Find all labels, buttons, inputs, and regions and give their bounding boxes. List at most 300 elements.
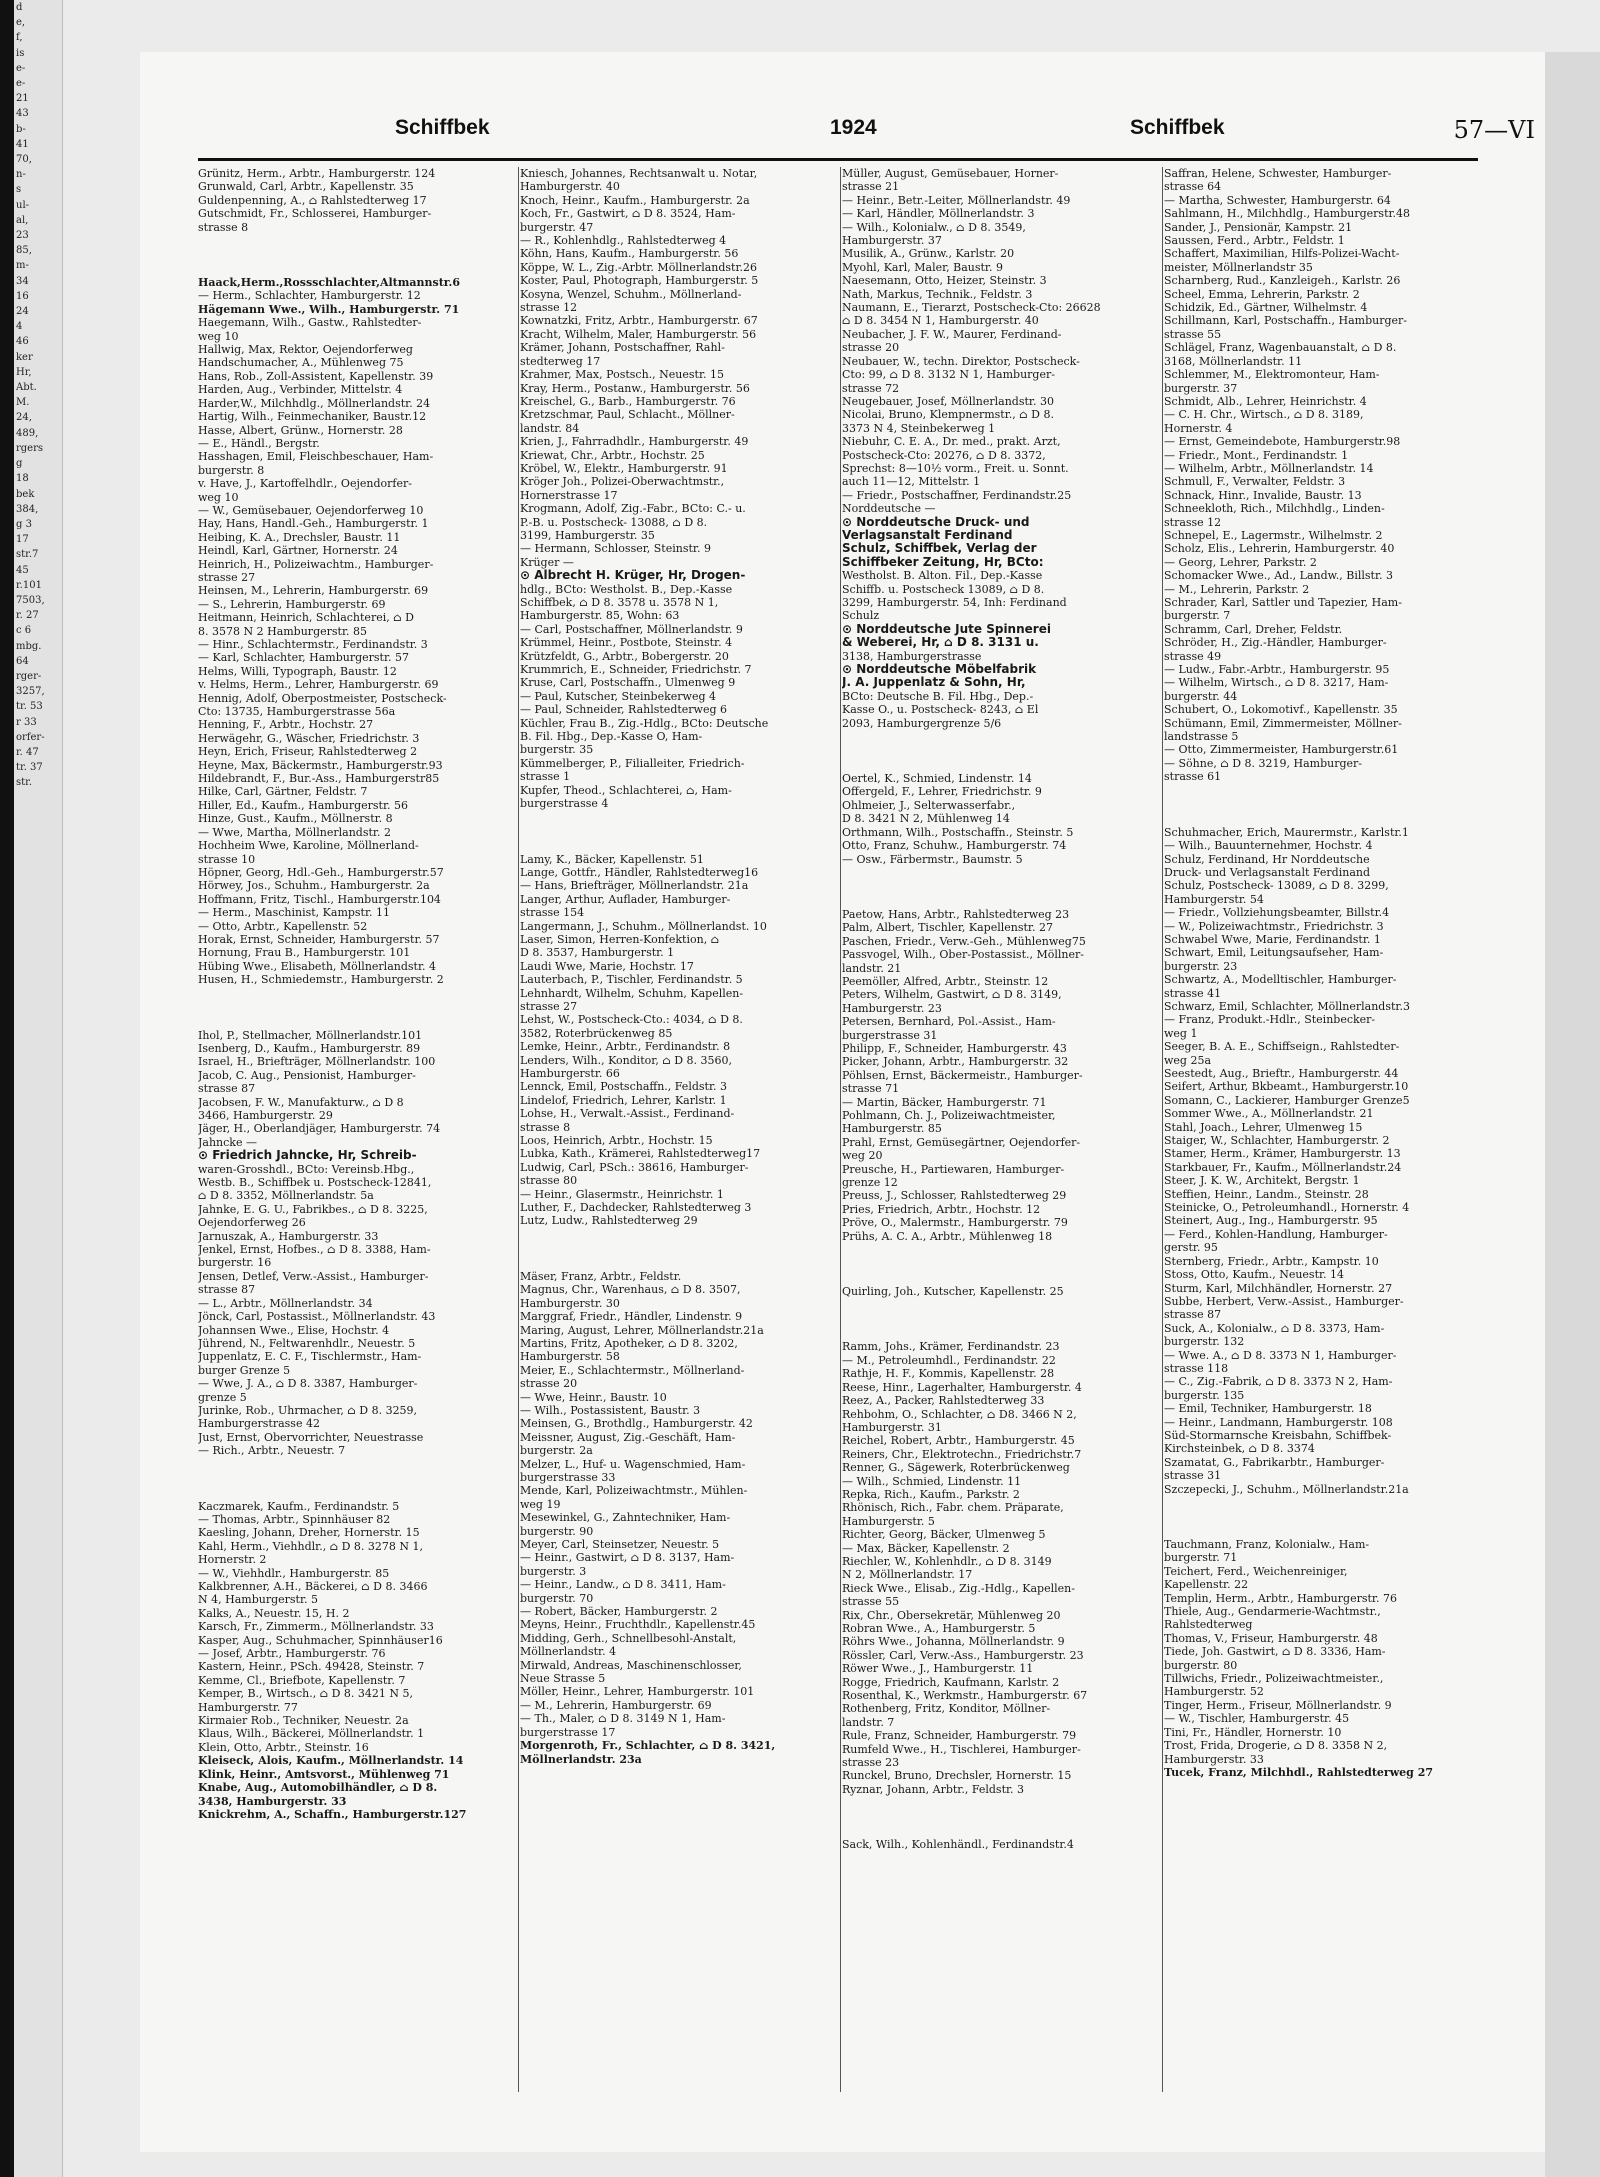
directory-entry: — Hans, Briefträger, Möllnerlandstr. 21a [520, 879, 749, 893]
directory-entry: Sander, J., Pensionär, Kampstr. 21 [1164, 220, 1353, 234]
directory-entry: Lange, Gottfr., Händler, Rahlstedterweg16 [520, 865, 759, 879]
previous-page-text: ul- [16, 199, 30, 211]
directory-entry: Horak, Ernst, Schneider, Hamburgerstr. 57 [198, 932, 440, 946]
directory-entry: Rosenthal, K., Werkmstr., Hamburgerstr. 67 [842, 1689, 1088, 1703]
letter-section-gap [198, 1003, 516, 1013]
directory-entry: Knickrehm, A., Schaffn., Hamburgerstr.127 [198, 1807, 467, 1821]
directory-entry: Seestedt, Aug., Brieftr., Hamburgerstr. 44 [1164, 1067, 1399, 1080]
directory-entry: landstrasse 5 [1164, 730, 1239, 744]
directory-entry: Nicolai, Bruno, Klempnermstr., ⌂ D 8. [842, 408, 1054, 422]
directory-entry: Heinsen, M., Lehrerin, Hamburgerstr. 69 [198, 584, 429, 598]
directory-entry: — M., Lehrerin, Parkstr. 2 [1164, 582, 1310, 596]
directory-entry: burgerstr. 35 [520, 743, 594, 757]
directory-entry: — W., Polizeiwachtmstr., Friedrichstr. 3 [1164, 919, 1384, 933]
directory-entry: — Heinr., Glasermstr., Heinrichstr. 1 [520, 1187, 724, 1201]
directory-entry: Templin, Herm., Arbtr., Hamburgerstr. 76 [1164, 1591, 1397, 1605]
directory-entry: Lohse, H., Verwalt.-Assist., Ferdinand- [520, 1107, 735, 1121]
directory-entry: Krüger — [520, 555, 574, 569]
directory-entry: — Paul, Kutscher, Steinbekerweg 4 [520, 689, 716, 703]
directory-entry: Koster, Paul, Photograph, Hamburgerstr. 5 [520, 274, 759, 288]
directory-entry: — Friedr., Vollziehungsbeamter, Billstr.4 [1164, 906, 1390, 920]
directory-entry: 2093, Hamburgergrenze 5/6 [842, 716, 1002, 730]
directory-entry: Sprechst: 8—10½ vorm., Freit. u. Sonnt. [842, 461, 1069, 475]
previous-page-text: 23 [16, 230, 29, 242]
previous-page-text: 18 [16, 473, 29, 485]
directory-entry: Ryznar, Johann, Arbtr., Feldstr. 3 [842, 1782, 1025, 1796]
directory-entry: Husen, H., Schmiedemstr., Hamburgerstr. 2 [198, 973, 444, 987]
directory-entry: Schnack, Hinr., Invalide, Baustr. 13 [1164, 488, 1362, 502]
directory-entry: Johannsen Wwe., Elise, Hochstr. 4 [198, 1323, 390, 1337]
directory-entry: Scheel, Emma, Lehrerin, Parkstr. 2 [1164, 287, 1360, 301]
directory-entry: Tucek, Franz, Milchhdl., Rahlstedterweg 27 [1164, 1765, 1434, 1779]
directory-entry: Jahncke — [198, 1135, 257, 1149]
directory-entry: strasse 64 [1164, 180, 1222, 194]
previous-page-text: 45 [16, 564, 29, 576]
directory-entry: strasse 12 [520, 301, 578, 315]
previous-page-text: str.7 [16, 549, 39, 561]
directory-entry: Schubert, O., Lokomotivf., Kapellenstr. 35 [1164, 703, 1398, 717]
directory-entry: Schröder, H., Zig.-Händler, Hamburger- [1164, 636, 1387, 650]
directory-entry: Steer, J. K. W., Architekt, Bergstr. 1 [1164, 1174, 1360, 1188]
directory-entry: Krützfeldt, G., Arbtr., Bobergerstr. 20 [520, 649, 729, 663]
directory-entry: Rieck Wwe., Elisab., Zig.-Hdlg., Kapellen- [842, 1581, 1075, 1595]
directory-entry: Langer, Arthur, Auflader, Hamburger- [520, 892, 731, 906]
previous-page-text: tr. 37 [16, 762, 43, 774]
previous-page-text: orfer- [16, 731, 45, 743]
directory-entry: — Carl, Postschaffner, Möllnerlandstr. 9 [520, 622, 743, 636]
directory-entry: Prahl, Ernst, Gemüsegärtner, Oejendorfer- [842, 1135, 1081, 1149]
directory-entry: — C. H. Chr., Wirtsch., ⌂ D 8. 3189, [1164, 408, 1364, 422]
directory-entry: Stahl, Joach., Lehrer, Ulmenweg 15 [1164, 1120, 1363, 1134]
directory-entry: — Heinr., Landw., ⌂ D 8. 3411, Ham- [520, 1578, 726, 1592]
directory-entry: Szamatat, G., Fabrikarbtr., Hamburger- [1164, 1455, 1385, 1469]
directory-entry: Ihol, P., Stellmacher, Möllnerlandstr.101 [198, 1028, 423, 1042]
directory-entry: 3373 N 4, Steinbekerweg 1 [842, 421, 996, 435]
directory-column-4 [1164, 167, 1482, 2092]
directory-page [140, 52, 1545, 2152]
directory-entry: Hamburgerstrasse 42 [198, 1417, 320, 1431]
directory-entry: Harder,W., Milchhdlg., Möllnerlandstr. 24 [198, 396, 431, 410]
directory-entry: Passvogel, Wilh., Ober-Postassist., Möllner- [842, 948, 1084, 962]
directory-entry: Meinsen, G., Brothdlg., Hamburgerstr. 42 [520, 1417, 753, 1431]
directory-entry: Oertel, K., Schmied, Lindenstr. 14 [842, 772, 1032, 786]
directory-entry: — L., Arbtr., Möllnerlandstr. 34 [198, 1296, 373, 1310]
directory-entry: — Martha, Schwester, Hamburgerstr. 64 [1164, 193, 1391, 207]
directory-entry: burgerstrasse 31 [842, 1028, 938, 1042]
directory-entry: Schümann, Emil, Zimmermeister, Möllner- [1164, 716, 1402, 730]
directory-entry: — Wwe. A., ⌂ D 8. 3373 N 1, Hamburger- [1164, 1348, 1397, 1362]
directory-entry: — C., Zig.-Fabrik, ⌂ D 8. 3373 N 2, Ham- [1164, 1375, 1393, 1389]
previous-page-text: g [16, 458, 23, 470]
directory-entry: burgerstr. 70 [520, 1591, 594, 1605]
directory-entry: hdlg., BCto: Westholst. B., Dep.-Kasse [520, 582, 733, 596]
directory-entry: Hornerstrasse 17 [520, 488, 618, 502]
directory-entry: burgerstr. 80 [1164, 1658, 1238, 1672]
firm-entry: J. A. Juppenlatz & Sohn, Hr, [842, 675, 1026, 690]
directory-entry: Picker, Johann, Arbtr., Hamburgerstr. 32 [842, 1055, 1069, 1069]
directory-entry: Paetow, Hans, Arbtr., Rahlstedterweg 23 [842, 907, 1070, 921]
directory-entry: Kastern, Heinr., PSch. 49428, Steinstr. 7 [198, 1660, 425, 1674]
directory-entry: Riechler, W., Kohlenhdlr., ⌂ D 8. 3149 [842, 1554, 1052, 1568]
directory-entry: burgerstr. 3 [520, 1564, 587, 1578]
directory-entry: Mirwald, Andreas, Maschinenschlosser, [520, 1658, 742, 1672]
directory-entry: Preusche, H., Partiewaren, Hamburger- [842, 1162, 1065, 1176]
previous-page-text: n- [16, 169, 26, 181]
directory-entry: Sternberg, Friedr., Arbtr., Kampstr. 10 [1164, 1254, 1379, 1268]
directory-entry: strasse 31 [1164, 1469, 1222, 1483]
directory-entry: Schnepel, E., Lagermstr., Wilhelmstr. 2 [1164, 528, 1383, 542]
directory-entry: Kalkbrenner, A.H., Bäckerei, ⌂ D 8. 3466 [198, 1580, 428, 1593]
directory-entry: weg 20 [842, 1149, 883, 1163]
directory-column-1 [198, 167, 516, 2092]
directory-entry: — Karl, Schlachter, Hamburgerstr. 57 [198, 651, 409, 665]
directory-entry: Hamburgerstr. 33 [1164, 1752, 1264, 1766]
firm-entry: ⊙ Friedrich Jahncke, Hr, Schreib- [198, 1148, 417, 1163]
directory-entry: Reese, Hinr., Lagerhalter, Hamburgerstr. 4 [842, 1380, 1082, 1394]
directory-entry: Reez, A., Packer, Rahlstedterweg 33 [842, 1394, 1045, 1408]
previous-page-text: 70, [16, 154, 32, 166]
directory-entry: — E., Händl., Bergstr. [198, 436, 320, 450]
directory-entry: Rogge, Friedrich, Kaufmann, Karlstr. 2 [842, 1675, 1060, 1689]
directory-entry: — Wwe, Heinr., Baustr. 10 [520, 1390, 667, 1404]
directory-entry: strasse 41 [1164, 986, 1222, 1000]
directory-entry: Schomacker Wwe., Ad., Landw., Billstr. 3 [1164, 569, 1394, 583]
directory-entry: strasse 80 [520, 1174, 578, 1188]
directory-entry: Schwartz, A., Modelltischler, Hamburger- [1164, 973, 1397, 987]
directory-entry: strasse 55 [1164, 327, 1222, 341]
directory-entry: weg 10 [198, 490, 239, 504]
directory-entry: Küchler, Frau B., Zig.-Hdlg., BCto: Deutsche [520, 716, 769, 730]
directory-entry: — Paul, Schneider, Rahlstedterweg 6 [520, 703, 728, 717]
directory-entry: Müller, August, Gemüsebauer, Horner- [842, 167, 1059, 180]
directory-entry: Paschen, Friedr., Verw.-Geh., Mühlenweg75 [842, 934, 1086, 948]
directory-entry: Jurinke, Rob., Uhrmacher, ⌂ D 8. 3259, [198, 1403, 418, 1417]
directory-entry: — Friedr., Mont., Ferdinandstr. 1 [1164, 448, 1349, 462]
directory-entry: Schlemmer, M., Elektromonteur, Ham- [1164, 368, 1380, 382]
previous-page-text: rgers [16, 442, 44, 454]
directory-entry: Hamburgerstr. 58 [520, 1350, 620, 1364]
directory-entry: landstr. 84 [520, 421, 580, 435]
directory-entry: — Osw., Färbermstr., Baumstr. 5 [842, 852, 1023, 866]
directory-entry: Schmull, F., Verwalter, Feldstr. 3 [1164, 475, 1346, 489]
directory-entry: Haegemann, Wilh., Gastw., Rahlstedter- [198, 316, 422, 330]
directory-entry: Rix, Chr., Obersekretär, Mühlenweg 20 [842, 1608, 1061, 1622]
directory-entry: burgerstr. 16 [198, 1256, 272, 1270]
directory-column-3 [842, 167, 1160, 2092]
directory-entry: burgerstr. 8 [198, 463, 265, 477]
directory-entry: weg 19 [520, 1497, 561, 1511]
directory-entry: Lehst, W., Postscheck-Cto.: 4034, ⌂ D 8. [520, 1013, 743, 1027]
directory-entry: weg 25a [1164, 1053, 1212, 1067]
directory-entry: Jensen, Detlef, Verw.-Assist., Hamburger- [198, 1269, 429, 1283]
previous-page-text: e, [16, 17, 26, 29]
directory-entry: Lemke, Heinr., Arbtr., Ferdinandstr. 8 [520, 1040, 731, 1054]
directory-entry: Rahlstedterweg [1164, 1618, 1253, 1632]
directory-entry: Starkbauer, Fr., Kaufm., Möllnerlandstr.24 [1164, 1160, 1402, 1174]
previous-page-text: 34 [16, 275, 29, 287]
directory-entry: Hamburgerstr. 85 [842, 1122, 942, 1136]
directory-entry: Rathje, H. F., Kommis, Kapellenstr. 28 [842, 1367, 1055, 1381]
directory-entry: Kosyna, Wenzel, Schuhm., Möllnerland- [520, 287, 742, 301]
directory-entry: Krämer, Johann, Postschaffner, Rahl- [520, 341, 725, 355]
directory-entry: Tinger, Herm., Friseur, Möllnerlandstr. 9 [1164, 1698, 1392, 1712]
directory-entry: Tauchmann, Franz, Kolonialw., Ham- [1164, 1538, 1370, 1551]
directory-entry: Kretzschmar, Paul, Schlacht., Möllner- [520, 408, 735, 422]
directory-entry: Repka, Rich., Kaufm., Parkstr. 2 [842, 1487, 1020, 1501]
directory-entry: Stoss, Otto, Kaufm., Neuestr. 14 [1164, 1268, 1345, 1282]
directory-entry: Heinrich, H., Polizeiwachtm., Hamburger- [198, 557, 434, 571]
directory-entry: Kröger Joh., Polizei-Oberwachtmstr., [520, 475, 725, 489]
previous-page-text: r.101 [16, 579, 42, 591]
directory-entry: Petersen, Bernhard, Pol.-Assist., Ham- [842, 1015, 1056, 1029]
directory-entry: strasse 87 [198, 1082, 256, 1096]
firm-entry: & Weberei, Hr, ⌂ D 8. 3131 u. [842, 635, 1039, 650]
directory-entry: strasse 61 [1164, 770, 1222, 784]
directory-entry: 3466, Hamburgerstr. 29 [198, 1109, 333, 1122]
directory-entry: Herwägehr, G., Wäscher, Friedrichstr. 3 [198, 731, 420, 745]
directory-entry: waren-Grosshdl., BCto: Vereinsb.Hbg., [198, 1162, 415, 1176]
directory-entry: Röhrs Wwe., Johanna, Möllnerlandstr. 9 [842, 1635, 1065, 1649]
directory-entry: Hartig, Wilh., Feinmechaniker, Baustr.12 [198, 410, 427, 424]
directory-entry: Laudi Wwe, Marie, Hochstr. 17 [520, 959, 694, 973]
header-rule [198, 158, 1478, 161]
directory-entry: Kreischel, G., Barb., Hamburgerstr. 76 [520, 394, 736, 408]
directory-entry: Peemöller, Alfred, Arbtr., Steinstr. 12 [842, 974, 1049, 988]
directory-entry: Hübing Wwe., Elisabeth, Möllnerlandstr. 4 [198, 959, 436, 973]
directory-entry: Kruse, Carl, Postschaffn., Ulmenweg 9 [520, 676, 736, 690]
directory-entry: Neugebauer, Josef, Möllnerlandstr. 30 [842, 394, 1054, 408]
directory-entry: Jarnuszak, A., Hamburgerstr. 33 [198, 1229, 379, 1243]
directory-entry: Suck, A., Kolonialw., ⌂ D 8. 3373, Ham- [1164, 1321, 1385, 1335]
directory-columns [198, 167, 1480, 2092]
directory-entry: — Emil, Techniker, Hamburgerstr. 18 [1164, 1402, 1372, 1416]
directory-entry: strasse 87 [198, 1283, 256, 1297]
directory-entry: Henning, F., Arbtr., Hochstr. 27 [198, 718, 374, 732]
previous-page-text: rger- [16, 670, 42, 682]
directory-entry: 3582, Roterbrückenweg 85 [520, 1026, 673, 1040]
directory-entry: burgerstrasse 33 [520, 1470, 616, 1484]
directory-entry: Lehnhardt, Wilhelm, Schuhm, Kapellen- [520, 986, 744, 1000]
directory-entry: Schidzik, Ed., Gärtner, Wilhelmstr. 4 [1164, 301, 1368, 315]
directory-entry: Hinze, Gust., Kaufm., Möllnerstr. 8 [198, 812, 393, 826]
firm-entry: ⊙ Norddeutsche Druck- und [842, 514, 1030, 529]
directory-entry: Karsch, Fr., Zimmerm., Möllnerlandstr. 33 [198, 1620, 434, 1634]
directory-entry: strasse 23 [842, 1756, 900, 1770]
directory-entry: — Max, Bäcker, Kapellenstr. 2 [842, 1541, 1010, 1555]
previous-page-text: 384, [16, 503, 39, 515]
directory-entry: Tini, Fr., Händler, Hornerstr. 10 [1164, 1725, 1342, 1739]
letter-section-gap [198, 250, 516, 260]
previous-page-text: 85, [16, 245, 32, 257]
directory-entry: Hamburgerstr. 77 [198, 1700, 298, 1714]
page-shadow [1545, 52, 1600, 2177]
directory-entry: — S., Lehrerin, Hamburgerstr. 69 [198, 597, 386, 611]
directory-entry: Hamburgerstr. 31 [842, 1420, 942, 1434]
directory-entry: Ramm, Johs., Krämer, Ferdinandstr. 23 [842, 1340, 1060, 1354]
directory-entry: Kleiseck, Alois, Kaufm., Möllnerlandstr. 14 [198, 1754, 464, 1768]
firm-entry: Schulz, Schiffbek, Verlag der [842, 541, 1037, 556]
directory-entry: strasse 1 [520, 770, 571, 784]
directory-entry: 8. 3578 N 2 Hamburgerstr. 85 [198, 624, 367, 638]
directory-entry: burgerstrasse 17 [520, 1725, 616, 1739]
previous-page-text: is [16, 47, 25, 59]
directory-entry: — Wilh., Schmied, Lindenstr. 11 [842, 1474, 1022, 1488]
directory-entry: Rothenberg, Fritz, Konditor, Möllner- [842, 1702, 1051, 1716]
directory-entry: Hennig, Adolf, Oberpostmeister, Postscheck- [198, 691, 447, 705]
directory-entry: Rehbohm, O., Schlachter, ⌂ D8. 3466 N 2, [842, 1407, 1077, 1421]
directory-entry: strasse 154 [520, 906, 585, 920]
directory-entry: Gutschmidt, Fr., Schlosserei, Hamburger- [198, 207, 432, 221]
directory-entry: Kemme, Cl., Briefbote, Kapellenstr. 7 [198, 1673, 406, 1687]
directory-entry: Schulz, Ferdinand, Hr Norddeutsche [1164, 852, 1370, 866]
directory-entry: Postscheck-Cto: 20276, ⌂ D 8. 3372, [842, 448, 1046, 462]
directory-entry: — Friedr., Postschaffner, Ferdinandstr.25 [842, 488, 1072, 502]
previous-page-text: f, [16, 32, 23, 44]
directory-entry: weg 10 [198, 329, 239, 343]
header-place-left: Schiffbek [395, 116, 490, 139]
column-divider [840, 167, 841, 2092]
directory-entry: Schlägel, Franz, Wagenbauanstalt, ⌂ D 8. [1164, 341, 1397, 355]
directory-entry: — M., Lehrerin, Hamburgerstr. 69 [520, 1698, 712, 1712]
directory-entry: strasse 49 [1164, 649, 1222, 663]
previous-page-text: Hr, [16, 366, 32, 378]
page-header [200, 116, 1535, 160]
directory-entry: grenze 5 [198, 1390, 247, 1404]
directory-entry: Nath, Markus, Technik., Feldstr. 3 [842, 287, 1033, 301]
directory-entry: — Wilhelm, Arbtr., Möllnerlandstr. 14 [1164, 461, 1374, 475]
directory-entry: burgerstr. 135 [1164, 1388, 1245, 1402]
letter-section-gap [842, 1812, 1160, 1822]
directory-entry: Heibing, K. A., Drechsler, Baustr. 11 [198, 530, 401, 544]
directory-entry: Hochheim Wwe, Karoline, Möllnerland- [198, 839, 419, 853]
letter-section-gap [198, 1474, 516, 1484]
directory-entry: Hamburgerstr. 52 [1164, 1685, 1264, 1699]
directory-entry: Robran Wwe., A., Hamburgerstr. 5 [842, 1622, 1036, 1635]
previous-page-text: 24 [16, 306, 29, 318]
directory-entry: grenze 12 [842, 1176, 898, 1190]
directory-entry: Morgenroth, Fr., Schlachter, ⌂ D 8. 3421, [520, 1739, 776, 1753]
directory-entry: Schwarz, Emil, Schlachter, Möllnerlandstr.3 [1164, 999, 1410, 1013]
letter-section-gap [842, 1259, 1160, 1269]
directory-entry: Cto: 13735, Hamburgerstrasse 56a [198, 705, 396, 719]
previous-page-text: d [16, 2, 23, 13]
directory-entry: Sturm, Karl, Milchhändler, Hornerstr. 27 [1164, 1281, 1393, 1295]
directory-entry: Hasse, Albert, Grünw., Hornerstr. 28 [198, 423, 403, 437]
directory-entry: Luther, F., Dachdecker, Rahlstedterweg 3 [520, 1201, 752, 1215]
previous-page-text: e- [16, 78, 26, 90]
directory-entry: — Heinr., Landmann, Hamburgerstr. 108 [1164, 1415, 1393, 1429]
letter-section-gap [1164, 800, 1482, 810]
directory-entry: Sommer Wwe., A., Möllnerlandstr. 21 [1164, 1107, 1374, 1121]
directory-entry: landstr. 21 [842, 961, 902, 975]
previous-page-text: 17 [16, 534, 29, 546]
directory-entry: Lubka, Kath., Krämerei, Rahlstedterweg17 [520, 1147, 761, 1161]
directory-entry: Staiger, W., Schlachter, Hamburgerstr. 2 [1164, 1134, 1390, 1148]
directory-entry: Krahmer, Max, Postsch., Neuestr. 15 [520, 368, 724, 382]
directory-entry: Somann, C., Lackierer, Hamburger Grenze5 [1164, 1093, 1410, 1107]
directory-entry: Krümmel, Heinr., Postbote, Steinstr. 4 [520, 636, 733, 650]
directory-entry: Hallwig, Max, Rektor, Oejendorferweg [198, 343, 413, 357]
directory-entry: N 2, Möllnerlandstr. 17 [842, 1568, 973, 1582]
directory-entry: Jäger, H., Oberlandjäger, Hamburgerstr. 74 [198, 1122, 441, 1136]
directory-entry: — Wilh., Postassistent, Baustr. 3 [520, 1403, 701, 1417]
directory-entry: — Karl, Händler, Möllnerlandstr. 3 [842, 207, 1035, 221]
directory-entry: Kirmaier Rob., Techniker, Neuestr. 2a [198, 1714, 409, 1728]
directory-entry: Loos, Heinrich, Arbtr., Hochstr. 15 [520, 1134, 713, 1148]
directory-entry: Kemper, B., Wirtsch., ⌂ D 8. 3421 N 5, [198, 1687, 414, 1701]
column-divider [518, 167, 519, 2092]
directory-entry: Lenders, Wilh., Konditor, ⌂ D 8. 3560, [520, 1053, 733, 1067]
directory-entry: Ludwig, Carl, PSch.: 38616, Hamburger- [520, 1160, 749, 1174]
directory-entry: stedterweg 17 [520, 354, 601, 368]
directory-entry: Rumfeld Wwe., H., Tischlerei, Hamburger- [842, 1742, 1081, 1756]
directory-entry: Laser, Simon, Herren-Konfektion, ⌂ [520, 932, 720, 946]
directory-entry: — Heinr., Betr.-Leiter, Möllnerlandstr. 49 [842, 193, 1071, 207]
directory-entry: Reichel, Robert, Arbtr., Hamburgerstr. 45 [842, 1434, 1075, 1448]
directory-entry: Rössler, Carl, Verw.-Ass., Hamburgerstr. 23 [842, 1648, 1084, 1662]
directory-entry: Kupfer, Theod., Schlachterei, ⌂, Ham- [520, 783, 732, 797]
directory-entry: Quirling, Joh., Kutscher, Kapellenstr. 25 [842, 1285, 1064, 1299]
directory-entry: Naesemann, Otto, Heizer, Steinstr. 3 [842, 274, 1047, 288]
directory-entry: B. Fil. Hbg., Dep.-Kasse O, Ham- [520, 730, 703, 744]
directory-entry: strasse 71 [842, 1082, 900, 1096]
directory-entry: strasse 27 [198, 570, 256, 584]
directory-entry: burgerstr. 44 [1164, 689, 1238, 703]
directory-entry: — Wwe, Martha, Möllnerlandstr. 2 [198, 825, 391, 839]
directory-entry: Kasse O., u. Postscheck- 8243, ⌂ El [842, 703, 1039, 717]
directory-entry: Langermann, J., Schuhm., Möllnerlandst. 10 [520, 919, 767, 933]
directory-entry: Schulz, Postscheck- 13089, ⌂ D 8. 3299, [1164, 879, 1389, 893]
directory-entry: BCto: Deutsche B. Fil. Hbg., Dep.- [842, 689, 1034, 703]
directory-entry: Marggraf, Friedr., Händler, Lindenstr. 9 [520, 1310, 743, 1324]
directory-entry: Oejendorferweg 26 [198, 1216, 306, 1230]
directory-entry: D 8. 3537, Hamburgerstr. 1 [520, 946, 675, 960]
directory-entry: Heitmann, Heinrich, Schlachterei, ⌂ D [198, 611, 414, 625]
directory-entry: Naumann, E., Tierarzt, Postscheck-Cto: 26628 [842, 301, 1101, 315]
directory-entry: Mäser, Franz, Arbtr., Feldstr. [520, 1269, 682, 1283]
directory-entry: burgerstr. 90 [520, 1524, 594, 1538]
directory-entry: Magnus, Chr., Warenhaus, ⌂ D 8. 3507, [520, 1283, 741, 1297]
directory-entry: — Martin, Bäcker, Hamburgerstr. 71 [842, 1095, 1047, 1109]
directory-entry: ⌂ D 8. 3454 N 1, Hamburgerstr. 40 [842, 314, 1039, 328]
directory-entry: — Heinr., Gastwirt, ⌂ D 8. 3137, Ham- [520, 1551, 735, 1565]
directory-entry: Hornung, Frau B., Hamburgerstr. 101 [198, 946, 411, 960]
directory-entry: Klein, Otto, Arbtr., Steinstr. 16 [198, 1740, 369, 1754]
directory-entry: Lindelof, Friedrich, Lehrer, Karlstr. 1 [520, 1093, 727, 1107]
directory-entry: Teichert, Ferd., Weichenreiniger, [1164, 1564, 1348, 1578]
directory-entry: Szczepecki, J., Schuhm., Möllnerlandstr.21a [1164, 1482, 1409, 1496]
directory-entry: Süd-Stormarnsche Kreisbahn, Schiffbek- [1164, 1428, 1392, 1442]
directory-entry: Martins, Fritz, Apotheker, ⌂ D 8. 3202, [520, 1336, 738, 1350]
directory-entry: Kriewat, Chr., Arbtr., Hochstr. 25 [520, 448, 705, 462]
directory-entry: Jahnke, E. G. U., Fabrikbes., ⌂ D 8. 3225, [198, 1202, 428, 1216]
directory-entry: Guldenpenning, A., ⌂ Rahlstedterweg 17 [198, 193, 427, 207]
directory-entry: Hornerstr. 4 [1164, 421, 1233, 435]
directory-entry: 3299, Hamburgerstr. 54, Inh: Ferdinand [842, 596, 1067, 609]
directory-entry: Musilik, A., Grünw., Karlstr. 20 [842, 247, 1015, 261]
previous-page-text: 24, [16, 412, 32, 424]
directory-entry: Heyne, Max, Bäckermstr., Hamburgerstr.93 [198, 758, 443, 772]
directory-entry: Trost, Frida, Drogerie, ⌂ D 8. 3358 N 2, [1164, 1739, 1388, 1753]
directory-entry: Höpner, Georg, Hdl.-Geh., Hamburgerstr.57 [198, 865, 444, 879]
directory-entry: — Otto, Arbtr., Kapellenstr. 52 [198, 919, 368, 933]
directory-entry: Sahlmann, H., Milchhdlg., Hamburgerstr.48 [1164, 207, 1411, 221]
previous-page-text: m- [16, 260, 29, 272]
directory-entry: Grünitz, Herm., Arbtr., Hamburgerstr. 124 [198, 167, 436, 180]
firm-entry: Verlagsanstalt Ferdinand [842, 527, 1013, 542]
previous-page-text: r 33 [16, 716, 37, 728]
directory-entry: — Robert, Bäcker, Hamburgerstr. 2 [520, 1605, 718, 1619]
